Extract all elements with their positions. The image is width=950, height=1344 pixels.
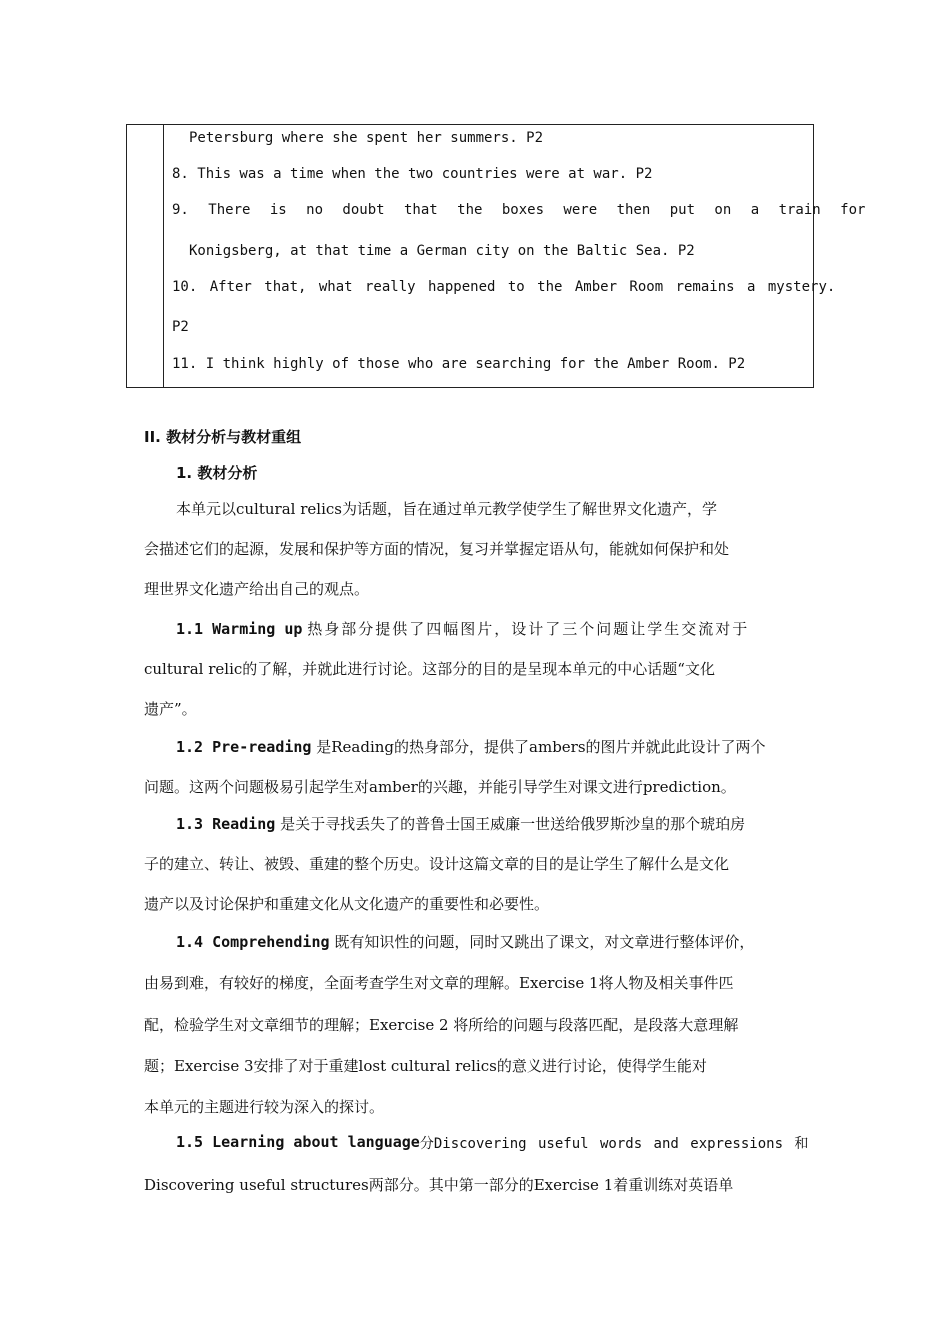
item-label: 1.2 Pre-reading xyxy=(176,738,312,756)
item-text: 热身部分提供了四幅图片，设计了三个问题让学生交流对于 xyxy=(307,620,750,638)
paragraph-line xyxy=(176,813,806,834)
item-label: 1.3 Reading xyxy=(176,815,276,833)
paragraph-line: 题；Exercise 3安排了对于重建lost cultural relics的意义进行讨论，使得学生能对 xyxy=(144,1057,707,1075)
item-text: 分Discovering useful words and expressions 和 xyxy=(419,1136,809,1152)
item-text: 既有知识性的问题，同时又跳出了课文，对文章进行整体评价， xyxy=(334,933,755,951)
section-heading: II. 教材分析与教材重组 xyxy=(144,428,302,446)
paragraph-line: 配，检验学生对文章细节的理解；Exercise 2 将所给的问题与段落匹配，是段落大意理解 xyxy=(144,1016,739,1034)
item-label: 1.4 Comprehending xyxy=(176,933,330,951)
paragraph-line: 子的建立、转让、被毁、重建的整个历史。设计这篇文章的目的是让学生了解什么是文化 xyxy=(144,855,730,873)
paragraph-line: 理世界文化遗产给出自己的观点。 xyxy=(144,580,370,598)
paragraph-line: 会描述它们的起源，发展和保护等方面的情况，复习并掌握定语从句，能就如何保护和处 xyxy=(144,540,730,558)
paragraph-line: 由易到难，有较好的梯度，全面考查学生对文章的理解。Exercise 1将人物及相关事件匹 xyxy=(144,974,734,992)
table-line xyxy=(172,202,866,218)
table-column-divider xyxy=(163,125,164,387)
sub-heading: 1. 教材分析 xyxy=(176,464,258,482)
table-line: 11. I think highly of those who are searching for the Amber Room. P2 xyxy=(172,356,746,372)
paragraph-line: 遗产以及讨论保护和重建文化从文化遗产的重要性和必要性。 xyxy=(144,895,550,913)
paragraph-line: 本单元的主题进行较为深入的探讨。 xyxy=(144,1098,385,1116)
table-line: Konigsberg, at that time a German city on the Baltic Sea. P2 xyxy=(189,243,695,259)
table-line: Petersburg where she spent her summers. P2 xyxy=(189,130,544,146)
table-line: 8. This was a time when the two countries were at war. P2 xyxy=(172,166,653,182)
paragraph-line xyxy=(176,931,806,952)
paragraph-line xyxy=(176,736,806,757)
item-text: 是Reading的热身部分，提供了ambers的图片并就此此设计了两个 xyxy=(316,738,766,756)
item-label: 1.5 Learning about language xyxy=(176,1133,420,1151)
table-line: 10. After that, what really happened to the Amber Room remains a mystery. xyxy=(172,279,836,295)
paragraph-line xyxy=(176,618,806,639)
paragraph-line xyxy=(176,1133,809,1153)
item-label: 1.1 Warming up xyxy=(176,620,303,638)
table-line-text: 9. There is no doubt that the boxes were then put on a train for xyxy=(172,202,866,218)
paragraph-line: 本单元以cultural relics为话题，旨在通过单元教学使学生了解世界文化遗产，学 xyxy=(176,500,717,518)
item-text: 是关于寻找丢失了的普鲁士国王威廉一世送给俄罗斯沙皇的那个琥珀房 xyxy=(280,815,746,833)
paragraph-line: 问题。这两个问题极易引起学生对amber的兴趣，并能引导学生对课文进行prediction。 xyxy=(144,778,736,796)
paragraph-line: cultural relic的了解，并就此进行讨论。这部分的目的是呈现本单元的中心话题“文化 xyxy=(144,660,715,678)
paragraph-line: Discovering useful structures两部分。其中第一部分的Exercise 1着重训练对英语单 xyxy=(144,1176,734,1194)
table-line: P2 xyxy=(172,319,189,335)
paragraph-line: 遗产”。 xyxy=(144,700,197,718)
